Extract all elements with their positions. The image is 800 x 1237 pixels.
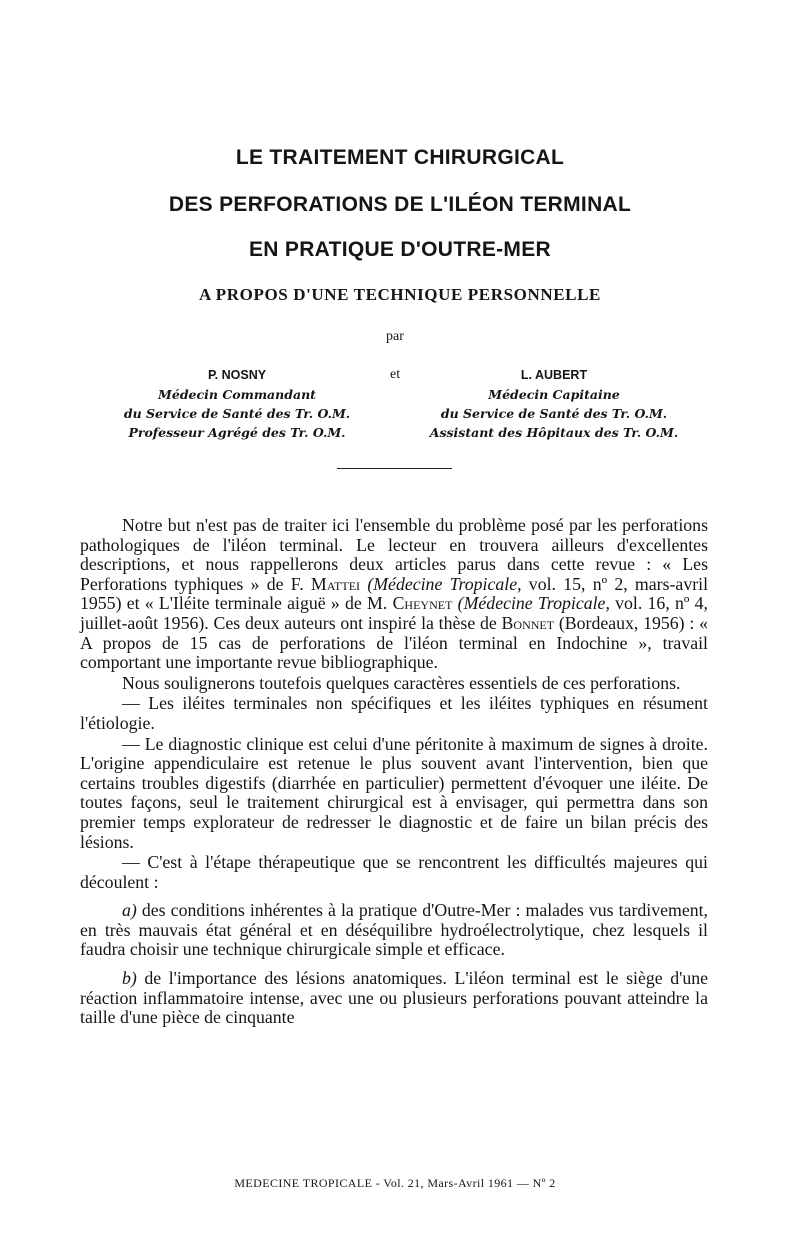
article-title-line-3: EN PRATIQUE D'OUTRE-MER <box>248 238 551 261</box>
paragraph-diagnosis: — Le diagnostic clinique est celui d'une péritonite à maximum de signes à droite. L'origine appendiculaire est retenue le plus souvent avant l'intervention, bien que certains troubles digestifs (diarrhée en particulier) permettent d'évoquer une iléite. De toutes façons, seul le traitement chirurgical est à envisager, qui permettra dans son premier temps explorateur de redresser le diagnostic et de faire un bilan précis des lésions. <box>80 733 708 852</box>
paragraph-point-b: b) de l'importance des lésions anatomiques. L'iléon terminal est le siège d'une réaction inflammatoire intense, avec une ou plusieurs perforations pouvant atteindre la taille d'une pièce de cinquante <box>80 968 708 1028</box>
author-role: Médecin Capitaine <box>488 387 620 402</box>
paragraph-introduction: Notre but n'est pas de traiter ici l'ensemble du problème posé par les perforations pathologiques de l'iléon terminal. Le lecteur en trouvera ailleurs d'excellentes descriptions, et nous rappellerons deux articles parus dans cette revue : « Les Perforations typhiques » de F. Mattei (Médecine Tropicale, vol. 15, nº 2, mars-avril 1955) et « L'Iléite terminale aiguë » de M. Cheynet (Médecine Tropicale, vol. 16, nº 4, juillet-août 1956). Ces deux auteurs ont inspiré la thèse de Bonnet (Bordeaux, 1956) : « A propos de 15 cas de perforations de l'iléon terminal en Indochine », travail comportant une importante revue bibliographique. <box>80 515 709 673</box>
cited-author-bonnet: Bonnet <box>501 612 555 633</box>
author-role: Médecin Commandant <box>158 387 316 402</box>
author-block-nosny <box>112 366 362 442</box>
by-label: par <box>386 329 404 344</box>
list-label: a) <box>122 900 137 921</box>
and-label: et <box>390 367 401 382</box>
journal-citation: (Médecine Tropicale, <box>457 593 610 614</box>
author-title: Assistant des Hôpitaux des Tr. O.M. <box>429 425 679 440</box>
author-service: du Service de Santé des Tr. O.M. <box>440 406 668 421</box>
author-service: du Service de Santé des Tr. O.M. <box>123 406 351 421</box>
paragraph-etiology: — Les iléites terminales non spécifiques et les iléites typhiques en résument l'étiologie. <box>80 693 708 733</box>
separator-rule <box>337 468 452 469</box>
journal-footer: MEDECINE TROPICALE - Vol. 21, Mars-Avril 1961 — Nº 2 <box>234 1176 556 1190</box>
author-name: P. NOSNY <box>207 368 267 382</box>
paragraph-point-a: a) des conditions inhérentes à la pratique d'Outre-Mer : malades vus tardivement, en très mauvais état général et en déséquilibre hydroélectrolytique, chez lesquels il faudra choisir une technique chirurgicale simple et efficace. <box>80 900 708 960</box>
paragraph-characteristics: Nous soulignerons toutefois quelques caractères essentiels de ces perforations. <box>122 672 681 693</box>
article-title-line-2: DES PERFORATIONS DE L'ILÉON TERMINAL <box>168 193 632 216</box>
list-label: b) <box>122 968 137 989</box>
author-name: L. AUBERT <box>520 368 588 382</box>
article-title-line-1: LE TRAITEMENT CHIRURGICAL <box>235 146 565 169</box>
cited-author-mattei: Mattei <box>310 573 361 594</box>
author-block-aubert <box>408 366 700 442</box>
paragraph-therapeutic-difficulties: — C'est à l'étape thérapeutique que se rencontrent les difficultés majeures qui découlent : <box>80 852 708 892</box>
author-title: Professeur Agrégé des Tr. O.M. <box>128 425 346 440</box>
article-body <box>80 516 708 1028</box>
journal-citation: (Médecine Tropicale, <box>367 573 522 594</box>
cited-author-cheynet: Cheynet <box>392 593 453 614</box>
article-subtitle: A PROPOS D'UNE TECHNIQUE PERSONNELLE <box>199 285 601 304</box>
